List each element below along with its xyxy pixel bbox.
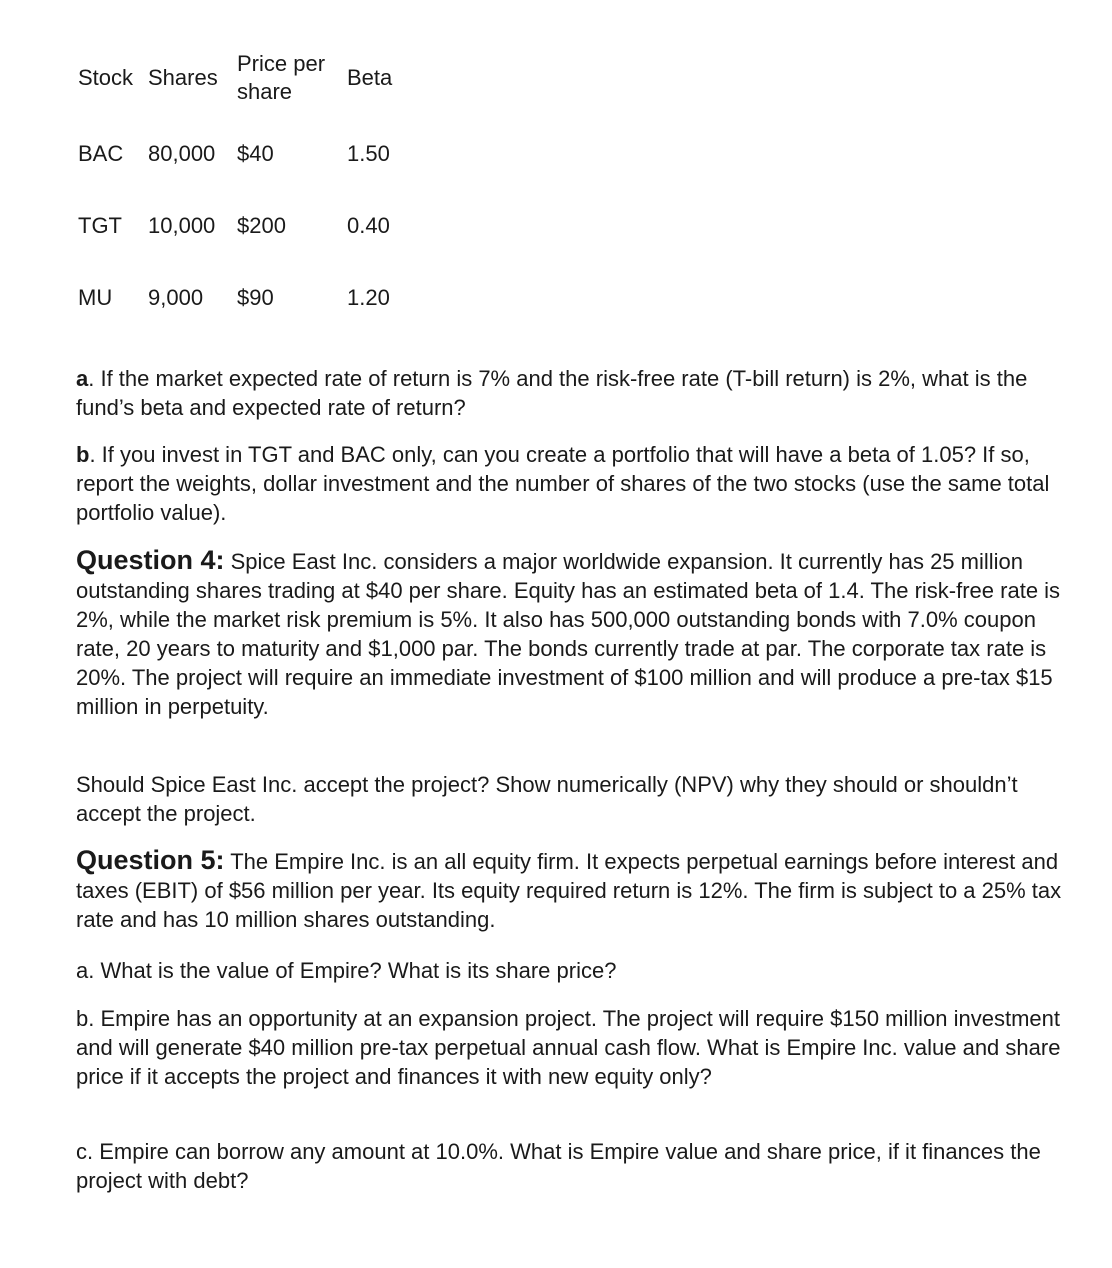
table-row — [78, 262, 407, 334]
q3-part-a — [76, 364, 1066, 422]
table-row — [78, 190, 407, 262]
cell-price: $90 — [237, 285, 274, 310]
header-shares: Shares — [148, 65, 218, 90]
q4-question: Should Spice East Inc. accept the project? Show numerically (NPV) why they should or shouldn’t accept the project. — [76, 772, 1018, 826]
q3-part-a-label: a — [76, 366, 89, 391]
q5-body: The Empire Inc. is an all equity firm. It expects perpetual earnings before interest and taxes (EBIT) of $56 million per year. Its equity required return is 12%. The firm is subject to a 25% tax rate and has 10 million shares outstanding. — [76, 849, 1062, 932]
header-stock: Stock — [78, 65, 134, 90]
stock-table — [78, 48, 407, 334]
cell-shares: 10,000 — [148, 213, 216, 238]
q4-heading: Question 4: — [76, 545, 225, 575]
cell-beta: 0.40 — [347, 213, 390, 238]
table-row — [78, 108, 407, 190]
q3-part-b-label: b — [76, 442, 90, 467]
q4-body: Spice East Inc. considers a major worldwide expansion. It currently has 25 million outstanding shares trading at $40 per share. Equity has an estimated beta of 1.4. The risk-free rate is 2%, while the market risk premium is 5%. It also has 500,000 outstanding bonds with 7.0% coupon rate, 20 years to maturity and $1,000 par. The bonds currently trade at par. The corporate tax rate is 20%. The project will require an immediate investment of $100 million and will produce a pre-tax $15 million in perpetuity. — [76, 549, 1061, 719]
q5-part-a: a. What is the value of Empire? What is its share price? — [76, 958, 617, 983]
q4-paragraph — [76, 546, 1066, 721]
q3-part-a-text: . If the market expected rate of return is 7% and the risk-free rate (T-bill return) is 2%, what is the fund’s beta and expected rate of return? — [76, 366, 1028, 420]
q5-part-b: b. Empire has an opportunity at an expansion project. The project will require $150 million investment and will generate $40 million pre-tax perpetual annual cash flow. What is Empire Inc. value and share price if it accepts the project and finances it with new equity only? — [76, 1006, 1061, 1089]
q5-heading: Question 5: — [76, 845, 225, 875]
header-beta: Beta — [347, 65, 393, 90]
cell-stock: MU — [78, 285, 113, 310]
cell-beta: 1.50 — [347, 141, 390, 166]
cell-stock: TGT — [78, 213, 122, 238]
cell-price: $40 — [237, 141, 274, 166]
q5-paragraph — [76, 846, 1066, 934]
header-price: Price per share — [237, 51, 326, 104]
table-header-row — [78, 48, 407, 108]
q5-part-c: c. Empire can borrow any amount at 10.0%. What is Empire value and share price, if it finances the project with debt? — [76, 1139, 1041, 1193]
cell-shares: 9,000 — [148, 285, 204, 310]
cell-stock: BAC — [78, 141, 124, 166]
q3-part-b-text: . If you invest in TGT and BAC only, can you create a portfolio that will have a beta of 1.05? If so, report the weights, dollar investment and the number of shares of the two stocks (use the same total portfolio value). — [76, 442, 1050, 525]
cell-beta: 1.20 — [347, 285, 390, 310]
q3-part-b — [76, 440, 1066, 527]
cell-price: $200 — [237, 213, 286, 238]
cell-shares: 80,000 — [148, 141, 216, 166]
